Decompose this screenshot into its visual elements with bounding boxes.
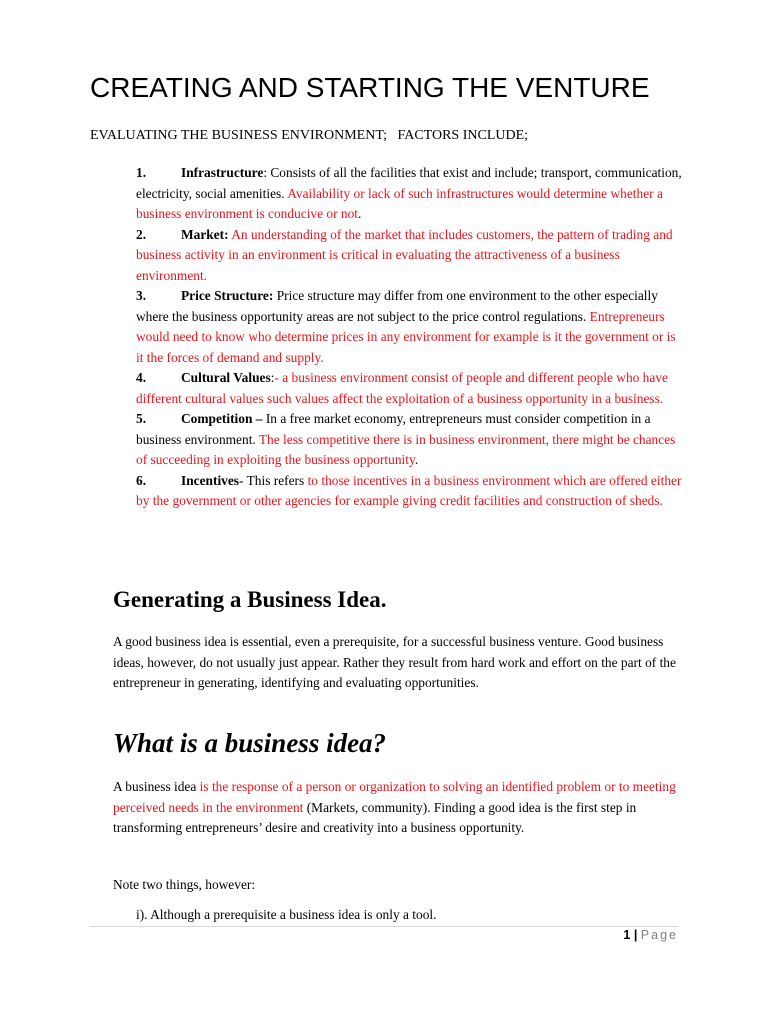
factor-term: Cultural Values xyxy=(181,370,271,385)
factor-number: 2. xyxy=(136,226,147,242)
generating-heading: Generating a Business Idea. xyxy=(113,587,387,612)
factor-term: Market: xyxy=(181,226,229,242)
factor-term: Competition – xyxy=(181,411,263,426)
page-number: 1 xyxy=(623,928,631,942)
definition-paragraph xyxy=(113,777,683,839)
factor-text: Price structure may differ from one environment to the other especially where the business opportunity areas are not subject to the price control regulations. xyxy=(136,288,658,324)
factor-item-infrastructure xyxy=(136,163,684,225)
factor-term: Price Structure: xyxy=(181,288,274,303)
factor-term: Infrastructure xyxy=(181,165,264,180)
document-title: CREATING AND STARTING THE VENTURE xyxy=(90,72,650,103)
factor-highlight: to those incentives in a business environment which are offered either by the government or other agencies for example giving credit facilities and construction of sheds. xyxy=(136,472,682,508)
factor-number: 6. xyxy=(136,472,147,488)
page-footer xyxy=(623,928,678,942)
definition-lead: A business idea xyxy=(113,779,197,794)
factor-tail: . xyxy=(358,206,362,221)
note-paragraph: Note two things, however: xyxy=(113,877,256,892)
generating-paragraph: A good business idea is essential, even a prerequisite, for a successful business venture. Good business ideas, however, do not usually just appear. Rather they result from hard work and effort on the part of the entrepreneur in generating, identifying and evaluating opportunities. xyxy=(113,634,676,690)
factor-number: 1. xyxy=(136,165,147,180)
factor-number: 5. xyxy=(136,411,147,426)
definition-highlight: is the response of a person or organization to solving an identified problem or to meeting perceived needs in the environment xyxy=(113,779,676,815)
factor-item-competition xyxy=(136,409,684,471)
factor-highlight: - a business environment consist of people and different people who have different cultural values such values affect the exploitation of a business opportunity in a business. xyxy=(136,370,668,406)
factor-highlight: Availability or lack of such infrastructures would determine whether a business environment is conducive or not xyxy=(136,185,663,221)
factor-text: : xyxy=(270,370,275,385)
factor-item-price-structure xyxy=(136,286,684,368)
section-subtitle: EVALUATING THE BUSINESS ENVIRONMENT; FACTORS INCLUDE; xyxy=(90,128,529,143)
factor-text: - This refers xyxy=(239,472,305,488)
factor-number: 3. xyxy=(136,288,147,303)
factor-highlight: An understanding of the market that includes customers, the pattern of trading and business activity in an environment is critical in evaluating the attractiveness of a business environment. xyxy=(136,226,673,283)
factor-item-market xyxy=(136,225,684,287)
factor-list xyxy=(136,163,684,512)
factor-number: 4. xyxy=(136,370,147,385)
definition-rest: (Markets, community). Finding a good idea is the first step in transforming entrepreneurs’ desire and creativity into a business opportunity. xyxy=(113,799,637,835)
factor-item-incentives xyxy=(136,471,684,512)
footer-separator: | xyxy=(633,928,638,942)
factor-text: In a free market economy, entrepreneurs must consider competition in a business environment. xyxy=(136,411,651,447)
factor-term: Incentives xyxy=(181,472,240,488)
factor-tail: . xyxy=(414,452,419,467)
factor-highlight: The less competitive there is in business environment, there might be chances of succeeding in exploiting the business opportunity xyxy=(136,431,676,467)
factor-item-cultural-values xyxy=(136,368,684,409)
factor-highlight: Entrepreneurs would need to know who determine prices in any environment for example is it the government or is it the forces of demand and supply. xyxy=(136,308,676,365)
note-item-1: i). Although a prerequisite a business idea is only a tool. xyxy=(136,907,437,922)
page-label: Page xyxy=(640,928,678,942)
footer-divider xyxy=(90,926,678,927)
what-heading: What is a business idea? xyxy=(113,728,387,758)
factor-text: : Consists of all the facilities that exist and include; transport, communication, electricity, social amenities. xyxy=(136,165,682,201)
